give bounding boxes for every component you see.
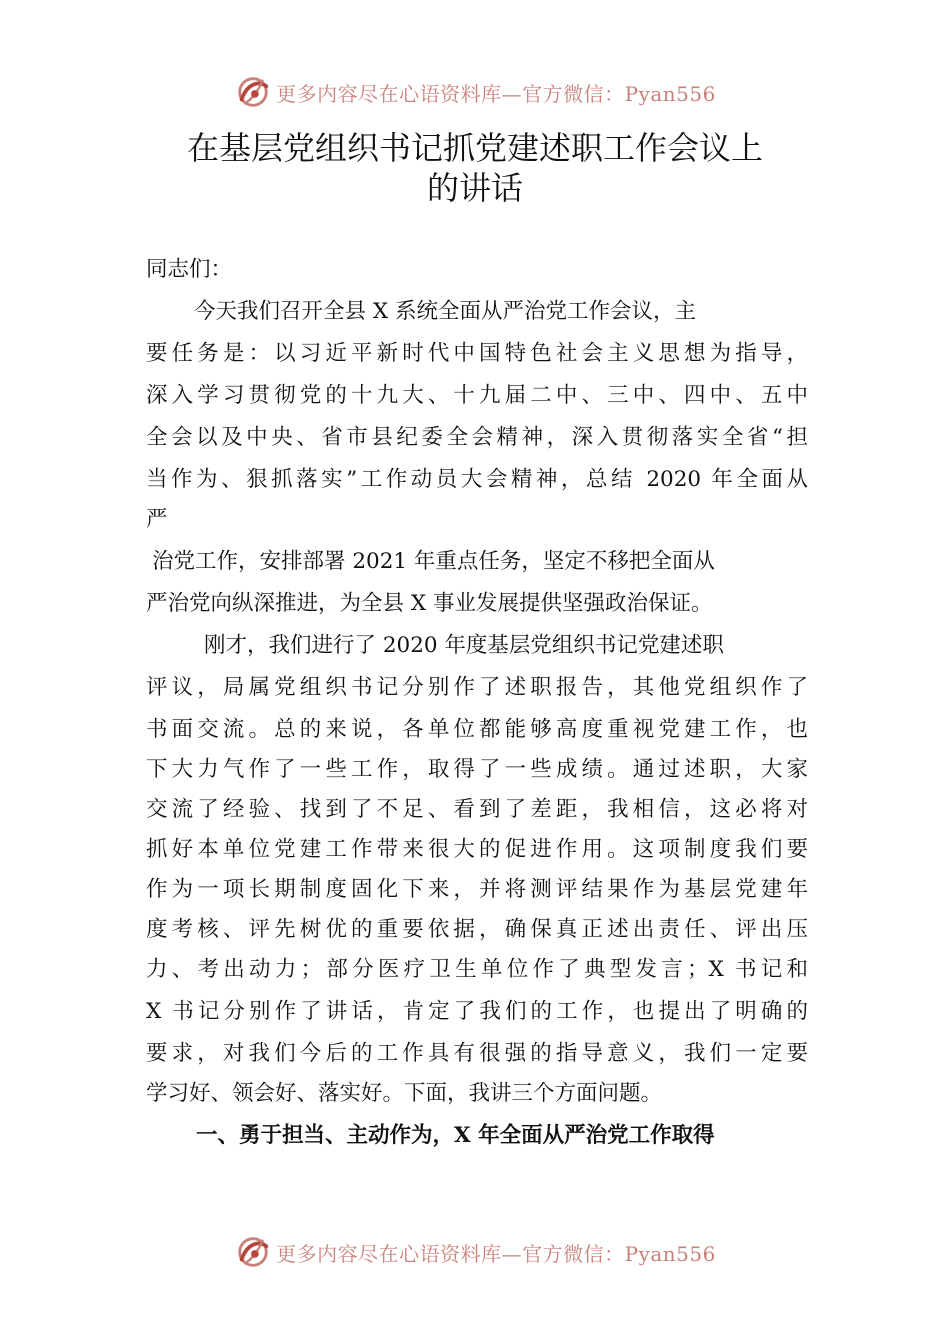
body-line: 严	[146, 507, 168, 532]
page-title	[0, 128, 950, 208]
body-line: 评议，局属党组织书记分别作了述职报告，其他党组织作了	[146, 675, 808, 700]
body-line: 作为一项长期制度固化下来，并将测评结果作为基层党建年	[146, 877, 808, 902]
body-line: 交流了经验、找到了不足、看到了差距，我相信，这必将对	[146, 797, 808, 822]
body-line: 要求，对我们今后的工作具有很强的指导意义，我们一定要	[146, 1041, 808, 1066]
body-line: 深入学习贯彻党的十九大、十九届二中、三中、四中、五中	[146, 383, 808, 408]
title-line-1: 在基层党组织书记抓党建述职工作会议上	[186, 129, 763, 167]
body-line: 书面交流。总的来说，各单位都能够高度重视党建工作，也	[146, 717, 808, 742]
body-line: 抓好本单位党建工作带来很大的促进作用。这项制度我们要	[146, 837, 808, 862]
greeting: 同志们：	[146, 257, 233, 282]
body-line: 刚才，我们进行了 2020 年度基层党组织书记党建述职	[204, 633, 724, 658]
watermark-text: 更多内容尽在心语资料库—官方微信：Pyan556	[276, 1241, 716, 1266]
body-line: 力、考出动力；部分医疗卫生单位作了典型发言；X 书记和	[146, 957, 808, 982]
body-line: 当作为、狠抓落实”工作动员大会精神，总结 2020 年全面从	[146, 467, 808, 492]
swirl-logo-icon	[234, 73, 272, 111]
body-line: 学习好、领会好、落实好。下面，我讲三个方面问题。	[146, 1081, 663, 1106]
body-line: 度考核、评先树优的重要依据，确保真正述出责任、评出压	[146, 917, 808, 942]
body-line: 今天我们召开全县 X 系统全面从严治党工作会议，主	[194, 299, 696, 324]
body-line: 严治党向纵深推进，为全县 X 事业发展提供坚强政治保证。	[146, 591, 713, 616]
body-line: X 书记分别作了讲话，肯定了我们的工作，也提出了明确的	[146, 999, 808, 1024]
section-heading: 一、勇于担当、主动作为，X 年全面从严治党工作取得	[196, 1123, 715, 1148]
body-line: 全会以及中央、省市县纪委全会精神，深入贯彻落实全省“担	[146, 425, 808, 450]
body-line: 治党工作，安排部署 2021 年重点任务，坚定不移把全面从	[152, 549, 715, 574]
body-line: 要任务是：以习近平新时代中国特色社会主义思想为指导，	[146, 341, 808, 366]
watermark-banner-top	[0, 70, 950, 114]
swirl-logo-icon	[234, 1233, 272, 1271]
body-line: 下大力气作了一些工作，取得了一些成绩。通过述职，大家	[146, 757, 808, 782]
title-line-2: 的讲话	[426, 169, 523, 207]
watermark-banner-bottom	[0, 1230, 950, 1274]
watermark-text: 更多内容尽在心语资料库—官方微信：Pyan556	[276, 81, 716, 106]
